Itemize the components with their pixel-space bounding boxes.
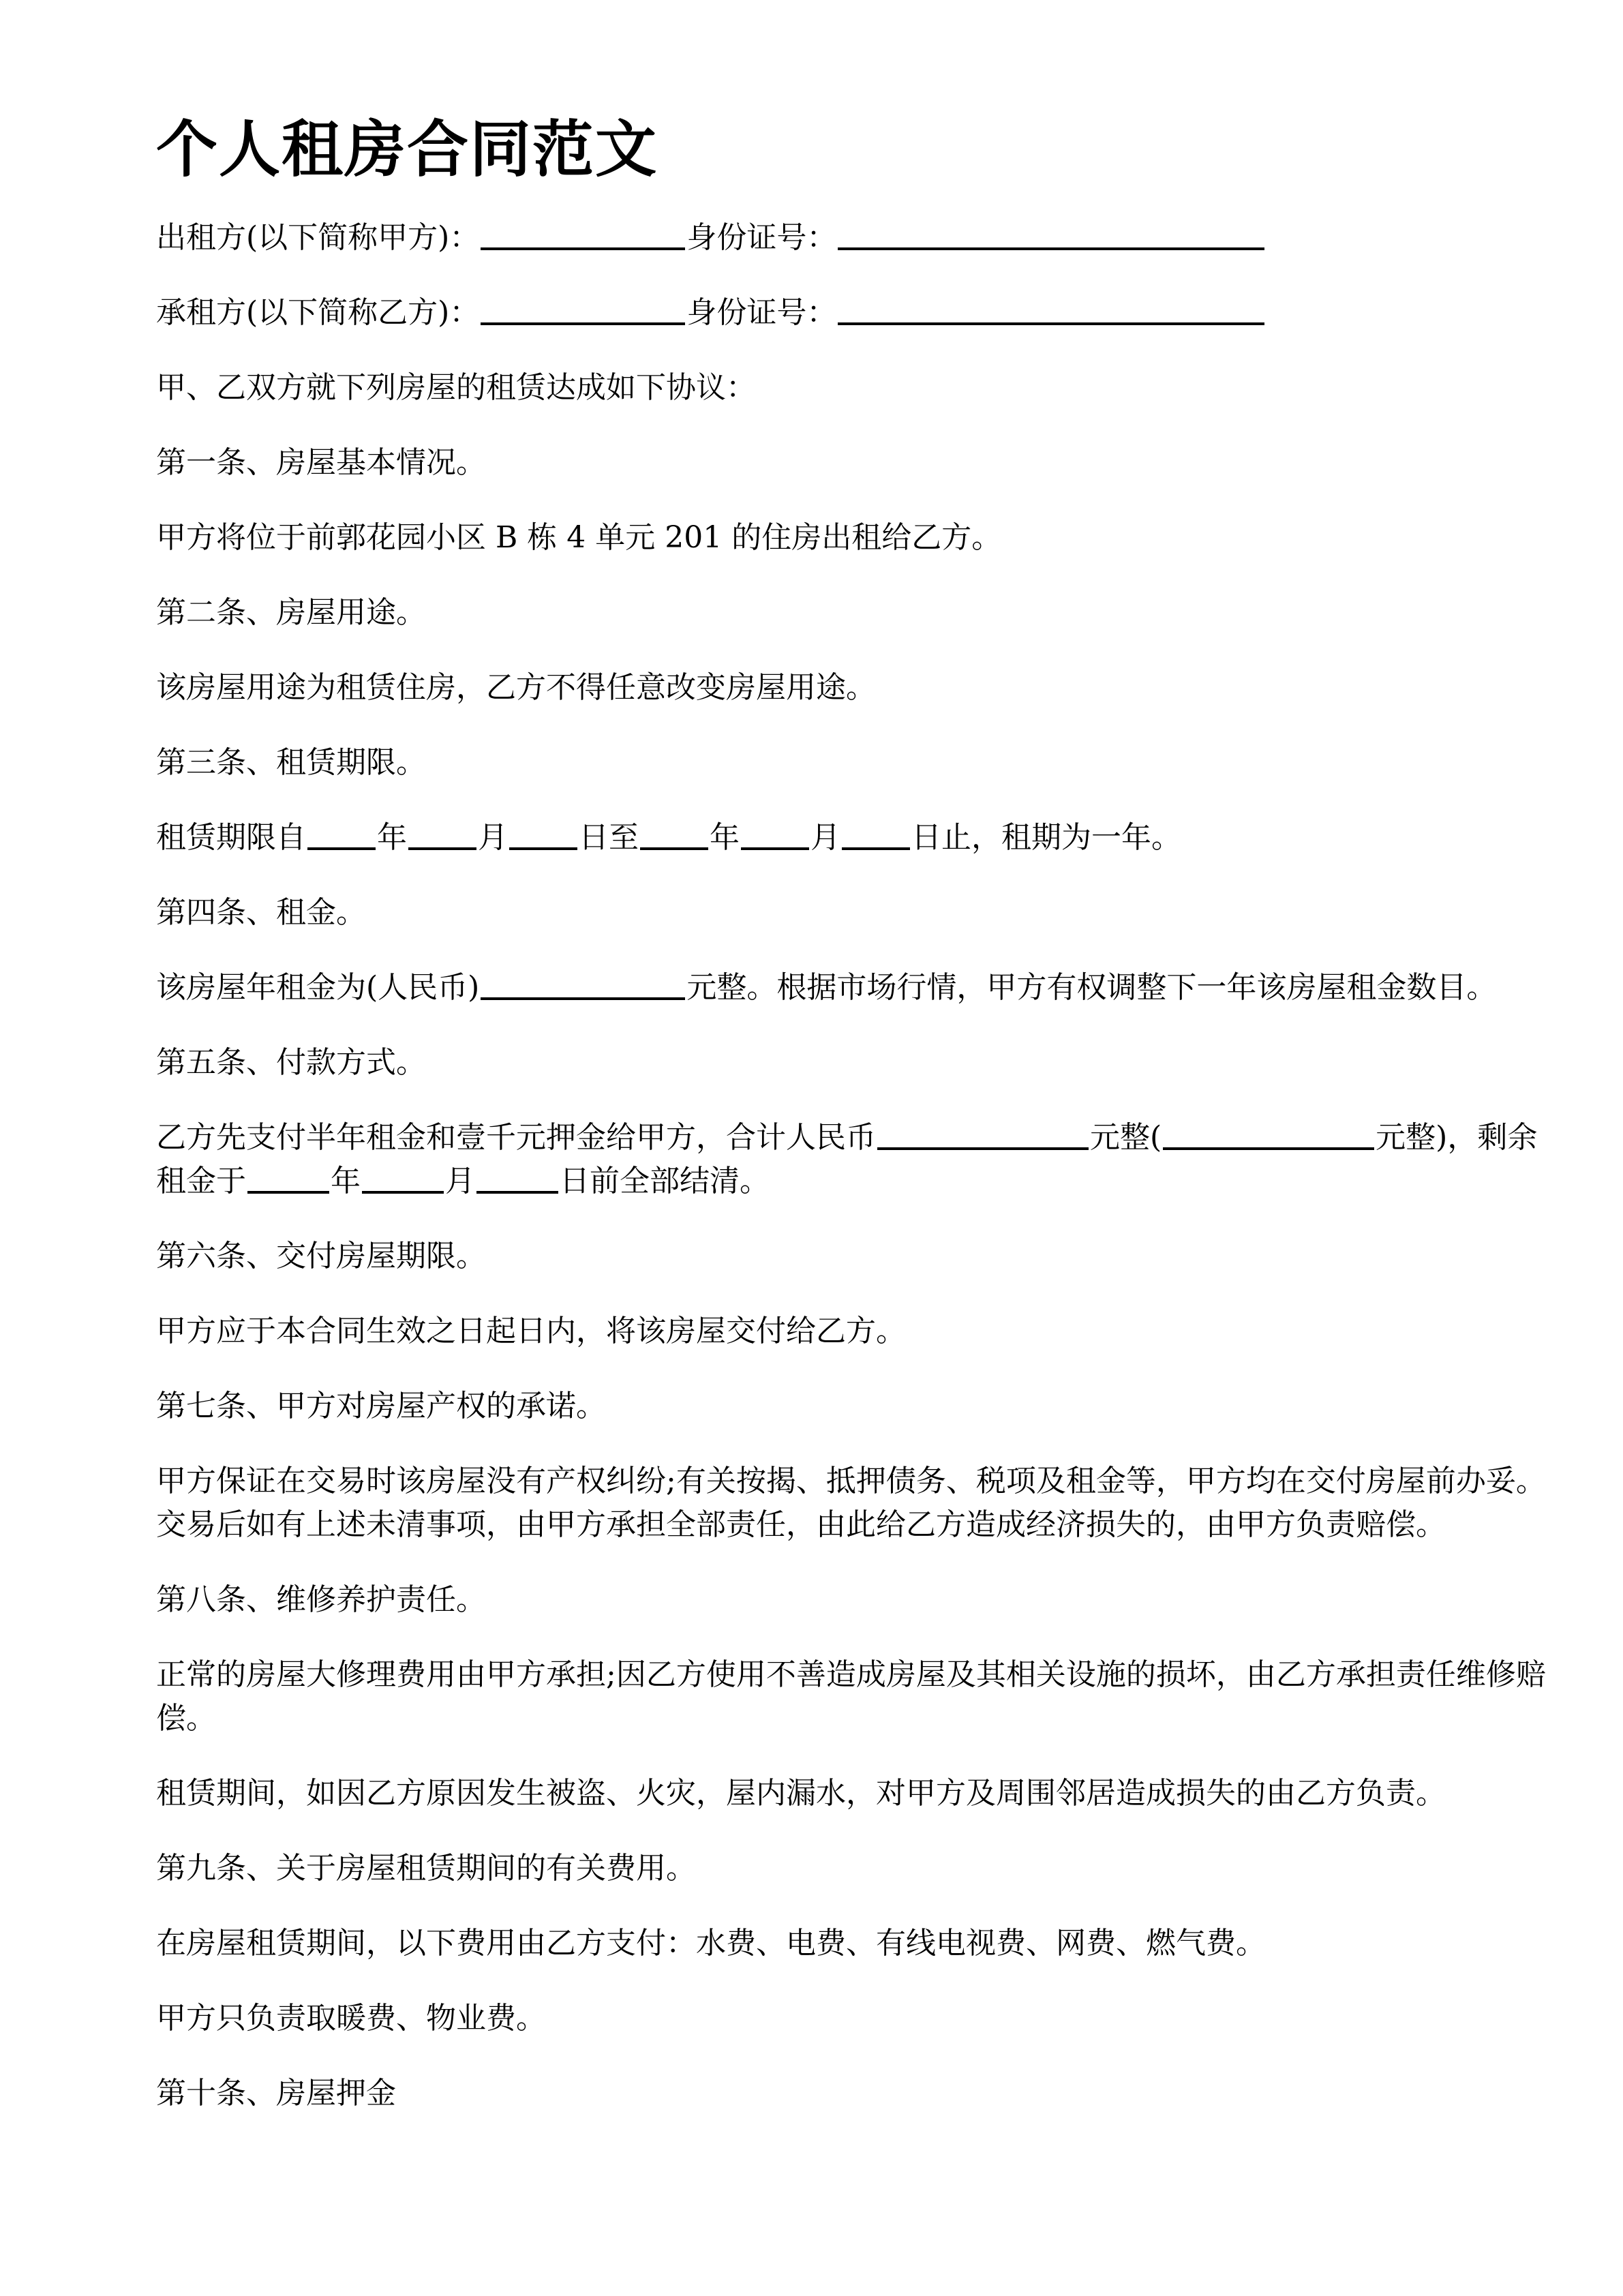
end-day-blank — [842, 817, 910, 850]
payment-text-2: 元整( — [1090, 1120, 1162, 1155]
lessee-line — [156, 291, 1547, 335]
lessor-line — [156, 216, 1547, 260]
year-label: 年 — [331, 1164, 361, 1198]
article-4-heading: 第四条、租金。 — [156, 895, 366, 930]
article-2-heading: 第二条、房屋用途。 — [156, 595, 426, 630]
lease-term-start-label: 租赁期限自 — [156, 820, 306, 855]
article-9-heading: 第九条、关于房屋租赁期间的有关费用。 — [156, 1851, 696, 1886]
payment-text-end: 日前全部结清。 — [560, 1164, 770, 1198]
article-9-body-2: 甲方只负责取暖费、物业费。 — [156, 2001, 546, 2036]
article-7-heading: 第七条、甲方对房屋产权的承诺。 — [156, 1389, 606, 1423]
article-1-heading: 第一条、房屋基本情况。 — [156, 445, 486, 480]
year-label: 年 — [710, 820, 740, 855]
month-label: 月 — [445, 1164, 475, 1198]
article-5-heading: 第五条、付款方式。 — [156, 1045, 426, 1080]
payment-amount-words-blank — [1163, 1117, 1374, 1150]
article-1-body: 甲方将位于前郭花园小区 B 栋 4 单元 201 的住房出租给乙方。 — [156, 520, 1002, 555]
payment-text-3: 元整)，剩余租金于 — [156, 1120, 1538, 1198]
lessor-id-label: 身份证号： — [686, 220, 837, 255]
end-year-blank — [640, 817, 708, 850]
article-8-heading: 第八条、维修养护责任。 — [156, 1582, 486, 1617]
article-6-heading: 第六条、交付房屋期限。 — [156, 1239, 486, 1273]
balance-year-blank — [247, 1161, 329, 1194]
article-10-heading: 第十条、房屋押金 — [156, 2076, 396, 2111]
lease-term-end-text: 日止，租期为一年。 — [911, 820, 1181, 855]
payment-amount-blank — [877, 1117, 1089, 1150]
article-2-body: 该房屋用途为租赁住房，乙方不得任意改变房屋用途。 — [156, 670, 876, 705]
document-title: 个人租房合同范文 — [156, 114, 658, 185]
lessee-id-label: 身份证号： — [686, 295, 837, 330]
article-5-body — [156, 1116, 1547, 1203]
lessor-name-blank — [481, 217, 685, 250]
annual-rent-label: 该房屋年租金为(人民币) — [156, 970, 480, 1005]
article-3-heading: 第三条、租赁期限。 — [156, 745, 426, 780]
start-month-blank — [408, 817, 476, 850]
intro-text: 甲、乙双方就下列房屋的租赁达成如下协议： — [156, 370, 756, 405]
lessee-label: 承租方(以下简称乙方)： — [156, 295, 480, 330]
month-label: 月 — [478, 820, 508, 855]
article-9-body-1: 在房屋租赁期间，以下费用由乙方支付：水费、电费、有线电视费、网费、燃气费。 — [156, 1926, 1266, 1961]
article-8-body-2: 租赁期间，如因乙方原因发生被盗、火灾，屋内漏水，对甲方及周围邻居造成损失的由乙方负责。 — [156, 1776, 1446, 1811]
start-day-blank — [509, 817, 577, 850]
annual-rent-blank — [481, 967, 685, 1000]
lessor-id-blank — [838, 217, 1264, 250]
lessor-label: 出租方(以下简称甲方)： — [156, 220, 480, 255]
lessee-id-blank — [838, 292, 1264, 325]
start-year-blank — [307, 817, 376, 850]
article-6-body: 甲方应于本合同生效之日起日内，将该房屋交付给乙方。 — [156, 1314, 906, 1348]
month-label: 月 — [810, 820, 840, 855]
balance-day-blank — [476, 1161, 558, 1194]
lessee-name-blank — [481, 292, 685, 325]
year-label: 年 — [377, 820, 407, 855]
annual-rent-text: 元整。根据市场行情，甲方有权调整下一年该房屋租金数目。 — [686, 970, 1497, 1005]
article-7-body: 甲方保证在交易时该房屋没有产权纠纷;有关按揭、抵押债务、税项及租金等，甲方均在交付房屋前办妥。交易后如有上述未清事项，由甲方承担全部责任，由此给乙方造成经济损失的，由甲方负责赔偿。 — [156, 1464, 1546, 1542]
day-to-label: 日至 — [579, 820, 639, 855]
document-content — [156, 109, 1547, 2147]
end-month-blank — [741, 817, 809, 850]
balance-month-blank — [362, 1161, 444, 1194]
article-8-body-1: 正常的房屋大修理费用由甲方承担;因乙方使用不善造成房屋及其相关设施的损坏，由乙方承担责任维修赔偿。 — [156, 1657, 1546, 1736]
document-body — [156, 216, 1547, 2115]
article-3-body — [156, 816, 1547, 860]
article-4-body — [156, 966, 1547, 1010]
payment-text-1: 乙方先支付半年租金和壹千元押金给甲方，合计人民币 — [156, 1120, 876, 1155]
